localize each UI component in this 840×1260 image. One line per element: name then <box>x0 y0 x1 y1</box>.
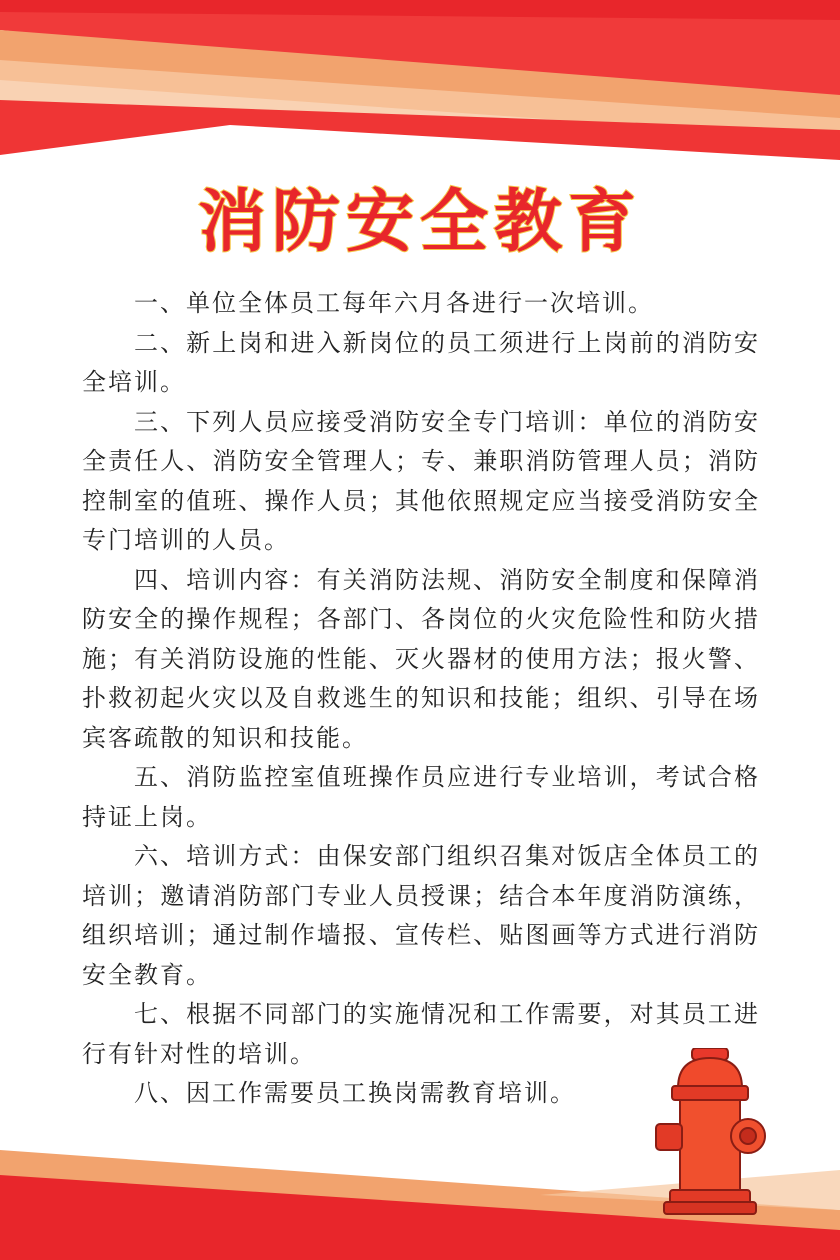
paragraph-4: 四、培训内容：有关消防法规、消防安全制度和保障消防安全的操作规程；各部门、各岗位的火灾危险性和防火措施；有关消防设施的性能、灭火器材的使用方法；报火警、扑救初起火灾以及自救逃生的知识和技能；组织、引导在场宾客疏散的知识和技能。 <box>82 565 760 752</box>
paragraph-1: 一、单位全体员工每年六月各进行一次培训。 <box>134 289 654 317</box>
paragraph-6: 六、培训方式：由保安部门组织召集对饭店全体员工的培训；邀请消防部门专业人员授课；结合本年度消防演练，组织培训；通过制作墙报、宣传栏、贴图画等方式进行消防安全教育。 <box>82 842 760 989</box>
paragraph-3: 三、下列人员应接受消防安全专门培训：单位的消防安全责任人、消防安全管理人；专、兼职消防管理人员；消防控制室的值班、操作人员；其他依照规定应当接受消防安全专门培训的人员。 <box>82 407 760 554</box>
paragraph-2: 二、新上岗和进入新岗位的员工须进行上岗前的消防安全培训。 <box>82 328 760 396</box>
top-decorative-band <box>0 0 840 170</box>
fire-hydrant-icon <box>652 1048 768 1218</box>
paragraph-8: 八、因工作需要员工换岗需教育培训。 <box>134 1079 576 1107</box>
paragraph-5: 五、消防监控室值班操作员应进行专业培训，考试合格持证上岗。 <box>82 763 760 831</box>
body-text <box>82 284 760 1114</box>
page-title: 消防安全教育 <box>197 183 642 262</box>
paragraph-7: 七、根据不同部门的实施情况和工作需要，对其员工进行有针对性的培训。 <box>82 1000 760 1068</box>
